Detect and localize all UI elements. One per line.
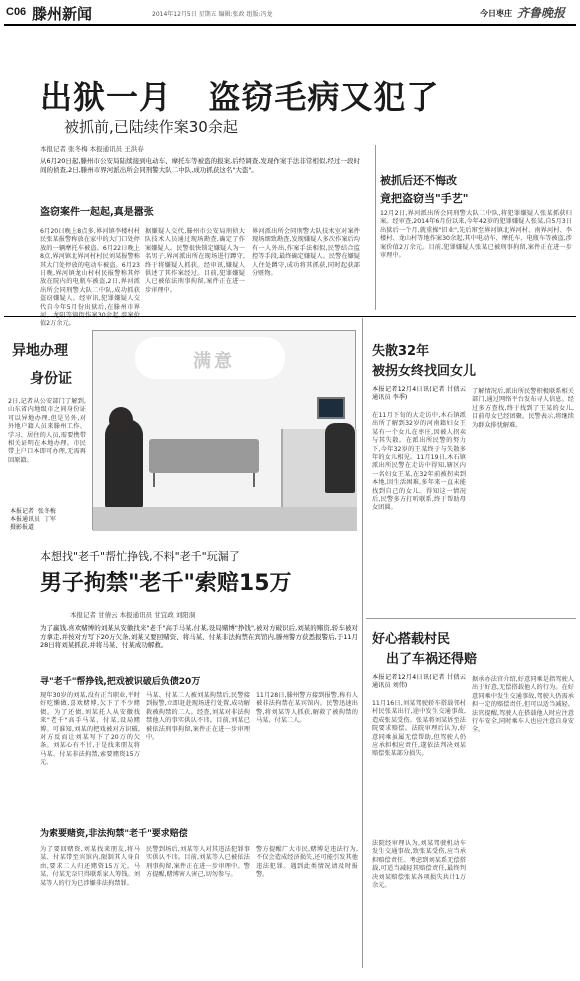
article5-col2: 据承办法官介绍,好意同乘是指驾驶人出于好意,无偿搭载他人的行为。在好意同乘中发生交通事故,驾驶人仍需承担一定的赔偿责任,但可以适当减轻。法官提醒,驾驶人在搭载他人时应注意行车安全,同时乘车人也应注意自身安全。 <box>472 676 574 734</box>
article4-col5: 民警到场后,刘某等人对其违法犯罪事实供认不讳。目前,刘某等人已被依法刑事拘留,案件正在进一步审理中。警方提醒,赌博害人害己,切勿参与。 <box>146 846 250 879</box>
divider <box>366 618 576 619</box>
photo <box>92 330 356 530</box>
article4-subtitle-1: 寻"老千"帮挣钱,把戏被识破后负债20万 <box>40 677 201 687</box>
sidebar1-body: 12月2日,界河派出所会同刑警大队二中队,将犯罪嫌疑人张某抓获归案。经审查,2014年6月份以来,今年42岁的犯罪嫌疑人张某,自5月3日出狱后一个月,就重操"旧业",先后窜至界河镇北界河村、南界河村、李楼村、龙山村等地作案30余起,其中电动车、摩托车、电瓶车等被盗,涉案价值2万余元。目前,犯罪嫌疑人张某已被刑事拘留,案件正在进一步审理中。 <box>380 210 572 260</box>
article4-col4: 为了要回赌资,刘某找来朋友,将马某、付某带至宾馆内,限制其人身自由,要求二人归还赌资15万元。马某、付某无奈只得联系家人筹钱。刘某等人的行为已涉嫌非法拘禁罪。 <box>40 846 140 887</box>
article1-headline: 出狱一月 盗窃毛病又犯了 <box>40 78 440 116</box>
article5-byline: 本报记者12月4日讯(记者 甘倩云 通讯员 刘伟) <box>372 674 466 690</box>
logo-left: 今日枣庄 <box>480 9 512 18</box>
article4-kicker: 本想找"老千"帮忙挣钱,不料"老千"玩漏了 <box>40 550 240 563</box>
article2-title-2: 身份证 <box>30 371 72 387</box>
bench-legs <box>153 473 255 487</box>
divider <box>362 318 363 968</box>
article3-col1: 在11月下旬的大走访中,木石镇派出所了解到32岁的河南籍妇女王某有一个女儿在枣庄,因被人拐卖与其失散。在派出所民警的努力下,今年32岁的王某终于与失散多年的女儿相见。11月19日,木石镇派出所民警在走访中得知,辖区内一名妇女王某,在32年前被拐卖到本地,因生活困难,多年来一直未能找到自己的女儿。得知这一情况后,民警多方打听联系,终于帮助母女团圆。 <box>372 412 466 512</box>
article3-title-2: 被拐女终找回女儿 <box>372 364 477 379</box>
article5-title-2: 出了车祸还得赔 <box>386 652 478 667</box>
floor <box>93 507 357 531</box>
article2-title-1: 异地办理 <box>12 343 68 359</box>
bench <box>149 439 259 473</box>
article3-col2: 了解情况后,派出所民警积极联系相关部门,通过网络平台发布寻人信息。经过多方查找,终于找到了王某的女儿,目前母女已经团聚。民警表示,将继续为群众排忧解难。 <box>472 388 574 429</box>
divider <box>375 145 376 310</box>
wall-sign-text: 满意 <box>193 351 235 372</box>
article5-col1: 11月16日,刘某驾驶轿车搭载邻村村民张某出行,途中发生交通事故,造成张某受伤。张某将刘某诉至法院要求赔偿。法院审理后认为,好意同乘虽属无偿帮助,但驾驶人仍应承担相应责任,遂依法判决刘某赔偿张某部分损失。 <box>372 700 466 758</box>
article3-title-1: 失散32年 <box>372 344 430 359</box>
article5-title-1: 好心搭载村民 <box>372 632 451 647</box>
article4-headline: 男子拘禁"老千"索赔15万 <box>40 571 292 596</box>
article1-byline: 本报记者 张冬梅 本报通讯员 王洪春 <box>40 145 144 153</box>
article2-byline: 本报记者 张冬梅 本报通讯员 丁军 摄影报道 <box>10 508 56 531</box>
article4-byline: 本报记者 甘倩云 本报通讯员 甘宜政 刘阳洞 <box>70 611 196 619</box>
article1-subtitle: 盗窃案件一起起,真是嚣张 <box>40 207 154 218</box>
page-number: C06 <box>6 6 27 18</box>
sidebar1-title-1: 被抓后还不悔改 <box>380 174 457 187</box>
header-rule <box>4 24 576 26</box>
issue-meta: 2014年12月5日 星期五 编辑:张政 组版:冯龙 <box>152 11 273 18</box>
article4-lead: 为了赢钱,喜欢赌博的刘某从安徽找来"老千"高手马某,付某,设局赌博"挣钱",被对方破识后,刘某的赌资,轿车被对方拿走,并按对方写下20万欠条,刘某又要回赌资、将马某、付某非法拘禁在宾馆内,滕州警方获悉报警后,于11月28日将刘某抓获,并将马某、付某成功解救。 <box>40 624 358 650</box>
article4-col2: 马某、付某二人被刘某拘禁后,民警接到报警,立即赶赴现场进行处置,成功解救被拘禁的二人。经查,刘某对非法拘禁他人的事实供认不讳。目前,刘某已被依法刑事拘留,案件正在进一步审理中。 <box>146 692 250 742</box>
article4-col1: 现年30岁的刘某,没有正当职业,平时好吃懒做,喜欢赌博,欠下了不少赌债。为了还债,刘某托人从安徽找来"老千"高手马某、付某,设局赌博。可谁知,刘某的把戏被对方识破,对方反而让刘某写下了20万的欠条。刘某心有不甘,于是找来朋友将马某、付某非法拘禁,索要赌资15万元。 <box>40 692 140 767</box>
sidebar1-title-2: 竟把盗窃当"手艺" <box>380 192 469 205</box>
article1-col3: 界河派出所会同刑警大队技术室对案件现场细致勘查,发现嫌疑人多次作案后均有一人外出,作案手法相似,民警结合监控等手段,最终确定嫌疑人。民警在嫌疑人住处蹲守,成功将其抓获,同时起获部分赃物。 <box>252 228 360 278</box>
woman-head <box>109 407 133 433</box>
article4-subtitle-2: 为索要赌资,非法拘禁"老千"要求赔偿 <box>40 829 188 839</box>
monitor <box>317 397 345 419</box>
article1-col2: 据嫌疑人交代,滕州市公安局刑侦大队技术人员通过现场勘查,确定了作案嫌疑人。民警很快锁定嫌疑人为一名男子,界河派出所在现场进行蹲守,终于将嫌疑人抓获。经审讯,嫌疑人供述了其作案经过。目前,犯罪嫌疑人已被依法刑事拘留,案件正在进一步审理中。 <box>145 228 245 294</box>
article4-col6: 警方提醒广大市民,赌博是违法行为,不仅会造成经济损失,还可能引发其他违法犯罪。遇到此类情况请及时报警。 <box>256 846 358 879</box>
article3-byline: 本报记者12月4日讯(记者 甘倩云 通讯员 李季) <box>372 386 466 402</box>
section-title: 滕州新闻 <box>32 5 93 23</box>
divider <box>4 316 576 317</box>
clerk-figure <box>325 423 355 493</box>
article1-col1: 6月20日晚上8点多,界河镇李楼村村民张某报警称放在家中的大门口处停放的一辆摩托车被盗。6月22日晚上8点,界河镇北界河村村民刘某报警称其大门处停放的电动车被盗。6月23日晚,界河镇龙山村村民报警称其停放在院内的电瓶车被盗,2日,界河派出所会同刑警大队二中队,成功抓获盗窃嫌疑人。经审讯,犯罪嫌疑人交代自今年5月份出狱后,在滕州市界 值2万余元。 <box>40 228 140 328</box>
article1-lead: 从6月20日起,滕州市公安局陆续接到电动车、摩托车等被盗的报案,后经调查,发现作案手法非常相似,经过一段时间的侦查,2日,滕州市界河派出所会同刑警大队二中队,成功抓获这名"大盗"。 <box>40 157 360 174</box>
article2-body: 2日,记者从公安部门了解到,山东省内地级市之间身份证可以异地办理,但是另外,对外地户籍人员来滕州工作、学习、居住的人员,需要携带相关证明在本地办理。市民带上户口本即可办理,无需再回原籍。 <box>8 398 86 464</box>
logo-right: 齐鲁晚报 <box>517 6 566 20</box>
article4-col3: 11月28日,滕州警方接到报警,称有人被非法拘禁在某宾馆内。民警迅速出警,将刘某等人抓获,解救了被拘禁的马某、付某二人。 <box>256 692 358 725</box>
article5-col1-cont: 法院经审理认为,刘某驾驶机动车发生交通事故,致张某受伤,应当承担赔偿责任。考虑到刘某系无偿搭载,可适当减轻其赔偿责任,最终判决刘某赔偿张某各项损失共计1万余元。 <box>372 840 466 890</box>
article1-subhead: 被抓前,已陆续作案30余起 <box>64 118 238 136</box>
